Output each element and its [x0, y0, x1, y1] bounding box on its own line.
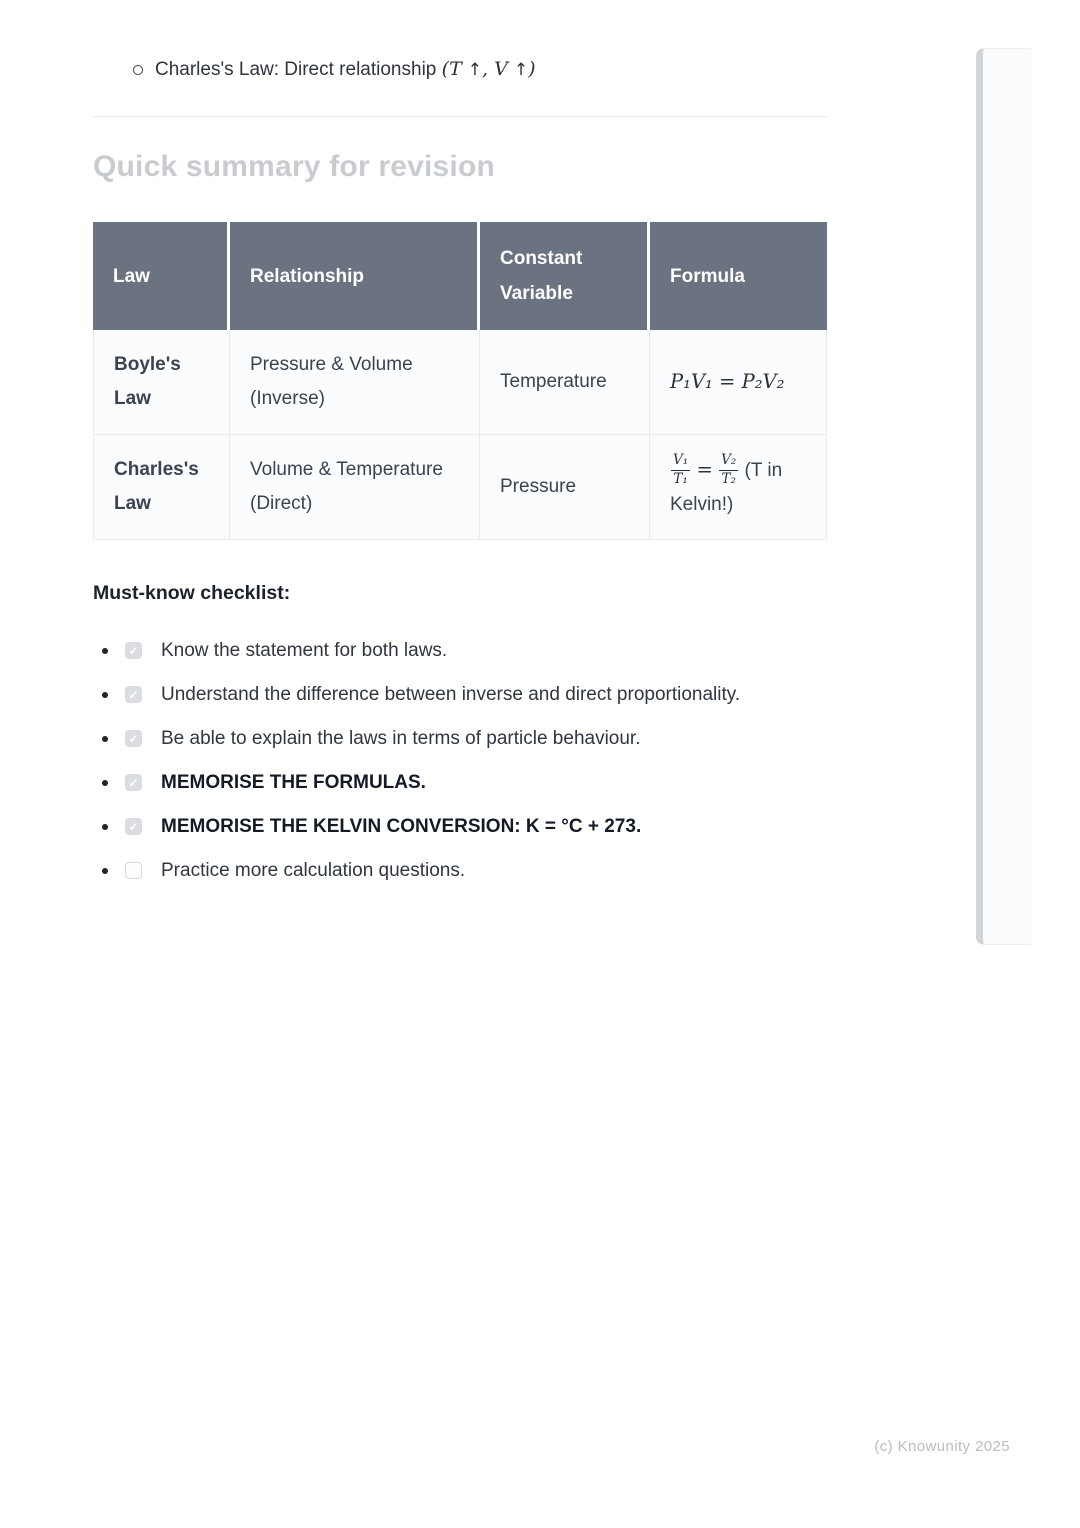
bullet-icon — [102, 868, 108, 874]
horizontal-divider — [93, 116, 827, 117]
math-var-T: T — [449, 58, 462, 80]
checklist-item-label: MEMORISE THE KELVIN CONVERSION: K = °C + 273. — [161, 815, 642, 837]
circle-bullet-icon — [133, 65, 143, 75]
checklist-item-label: Understand the difference between inverse and direct proportionality. — [161, 683, 741, 705]
cell-relationship: Pressure & Volume (Inverse) — [230, 330, 480, 435]
bullet-icon — [102, 648, 108, 654]
cell-formula — [650, 330, 827, 435]
cell-constant: Temperature — [480, 330, 650, 435]
checkbox-checked[interactable] — [125, 774, 142, 791]
cell-formula — [650, 435, 827, 540]
boyle-formula: P₁V₁ = P₂V₂ — [670, 369, 785, 393]
check-icon: ✓ — [128, 687, 139, 702]
column-header-constant-variable: Constant Variable — [480, 222, 650, 330]
math-open-paren: ( — [441, 58, 450, 80]
checkbox-checked[interactable] — [125, 686, 142, 703]
fraction-denominator: T₂ — [721, 470, 736, 487]
bullet-icon — [102, 780, 108, 786]
fraction-v1-t1 — [671, 453, 690, 487]
check-icon: ✓ — [128, 819, 139, 834]
column-header-formula: Formula — [650, 222, 827, 330]
formula-note: (T in Kelvin!) — [670, 459, 783, 515]
next-page-preview-edge — [976, 48, 1032, 945]
up-arrow-icon: ↑ — [467, 60, 483, 80]
check-icon: ✓ — [128, 775, 139, 790]
math-expression — [442, 58, 536, 80]
checkbox-checked[interactable] — [125, 642, 142, 659]
table-header-row — [93, 222, 827, 330]
summary-table — [93, 222, 827, 540]
checklist-item — [102, 861, 740, 880]
bullet-text-plain: Charles's Law: Direct relationship — [155, 59, 442, 80]
checklist-item — [102, 817, 740, 836]
section-heading: Quick summary for revision — [93, 150, 496, 183]
checklist-item-label: Be able to explain the laws in terms of particle behaviour. — [161, 727, 641, 749]
equals-sign: = — [696, 457, 713, 481]
column-header-relationship: Relationship — [230, 222, 480, 330]
checkbox-unchecked[interactable] — [125, 862, 142, 879]
bullet-icon — [102, 824, 108, 830]
cell-law: Boyle's Law — [93, 330, 230, 435]
checklist-item-label: MEMORISE THE FORMULAS. — [161, 771, 426, 793]
table-row-boyles-law — [93, 330, 827, 435]
checkbox-checked[interactable] — [125, 818, 142, 835]
fraction-numerator: V₁ — [671, 453, 690, 471]
copyright-text: (c) Knowunity 2025 — [874, 1438, 1010, 1455]
bullet-text — [155, 56, 536, 84]
cell-relationship: Volume & Temperature (Direct) — [230, 435, 480, 540]
fraction-denominator: T₁ — [673, 470, 688, 487]
checklist-item-label: Practice more calculation questions. — [161, 859, 466, 881]
bullet-icon — [102, 736, 108, 742]
checkbox-checked[interactable] — [125, 730, 142, 747]
checklist-item — [102, 729, 740, 748]
math-comma: , — [482, 58, 495, 80]
fraction-numerator: V₂ — [719, 453, 738, 471]
up-arrow-icon: ↑ — [513, 60, 529, 80]
cell-constant: Pressure — [480, 435, 650, 540]
checklist-item — [102, 773, 740, 792]
check-icon: ✓ — [128, 643, 139, 658]
math-close-paren: ) — [528, 58, 536, 80]
check-icon: ✓ — [128, 731, 139, 746]
checklist-heading: Must-know checklist: — [93, 582, 291, 604]
checklist-item — [102, 685, 740, 704]
checklist-item-label: Know the statement for both laws. — [161, 639, 448, 661]
checklist — [102, 641, 740, 880]
math-var-V: V — [494, 58, 508, 80]
checklist-item — [102, 641, 740, 660]
column-header-law: Law — [93, 222, 230, 330]
fraction-v2-t2 — [719, 453, 738, 487]
cell-law: Charles's Law — [93, 435, 230, 540]
table-row-charles-law — [93, 435, 827, 540]
list-item-charles-law — [133, 56, 536, 84]
bullet-icon — [102, 692, 108, 698]
